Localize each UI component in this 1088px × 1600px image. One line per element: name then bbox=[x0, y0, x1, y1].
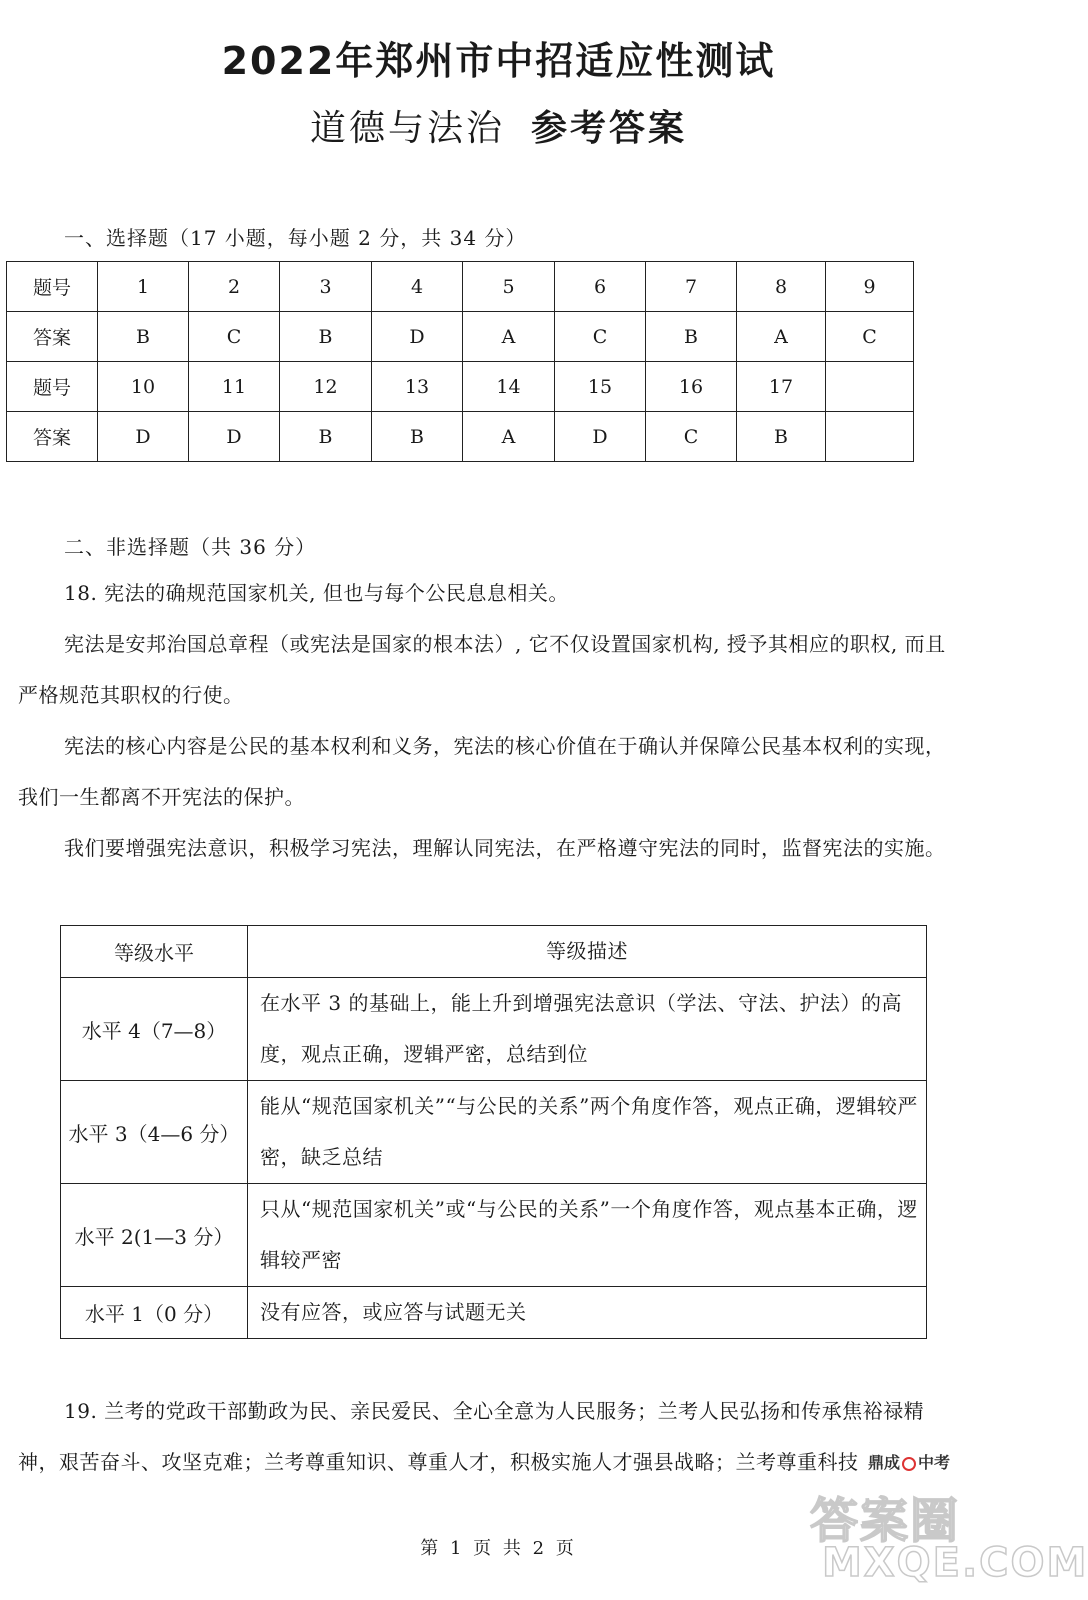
section2-heading: 二、非选择题（共 36 分） bbox=[64, 535, 317, 559]
answer-cell: B bbox=[280, 312, 372, 362]
answer-cell: B bbox=[737, 412, 826, 462]
rubric-row bbox=[61, 1184, 927, 1287]
q19-answer: 19. 兰考的党政干部勤政为民、亲民爱民、全心全意为人民服务；兰考人民弘扬和传承焦裕禄精神，艰苦奋斗、攻坚克难；兰考尊重知识、尊重人才，积极实施人才强县战略；兰考尊重科技 bbox=[18, 1399, 925, 1474]
question-number: 15 bbox=[555, 362, 646, 412]
multiple-choice-table bbox=[6, 261, 914, 462]
rubric-level: 水平 2(1—3 分） bbox=[61, 1184, 248, 1287]
rubric-row bbox=[61, 1081, 927, 1184]
question-number-row bbox=[7, 362, 914, 412]
answer-cell: B bbox=[372, 412, 463, 462]
rubric-level: 水平 3（4—6 分） bbox=[61, 1081, 248, 1184]
answer-cell: B bbox=[280, 412, 372, 462]
answer-cell: C bbox=[189, 312, 280, 362]
question-number: 17 bbox=[737, 362, 826, 412]
question-number: 6 bbox=[555, 262, 646, 312]
answer-cell: A bbox=[463, 312, 555, 362]
rubric-description: 没有应答，或应答与试题无关 bbox=[248, 1287, 927, 1339]
rubric-description: 能从“规范国家机关”“与公民的关系”两个角度作答，观点正确，逻辑较严密，缺乏总结 bbox=[248, 1081, 927, 1184]
watermark-url: MXQE.COM bbox=[822, 1540, 1088, 1586]
answer-cell: B bbox=[646, 312, 737, 362]
rubric-description: 在水平 3 的基础上，能上升到增强宪法意识（学法、守法、护法）的高度，观点正确，逻辑严密，总结到位 bbox=[248, 978, 927, 1081]
rubric-description: 只从“规范国家机关”或“与公民的关系”一个角度作答，观点基本正确，逻辑较严密 bbox=[248, 1184, 927, 1287]
subject-name: 道德与法治 bbox=[309, 108, 505, 149]
answer-key-label: 参考答案 bbox=[531, 108, 688, 149]
answer-cell: C bbox=[646, 412, 737, 462]
rubric-col-level: 等级水平 bbox=[61, 926, 248, 978]
answer-cell: A bbox=[737, 312, 826, 362]
question-number: 13 bbox=[372, 362, 463, 412]
watermark-brand-left: 鼎成 bbox=[868, 1453, 901, 1472]
rubric-row bbox=[61, 1287, 927, 1339]
rubric-level: 水平 4（7—8） bbox=[61, 978, 248, 1081]
row-label-question: 题号 bbox=[7, 362, 98, 412]
question-number: 2 bbox=[189, 262, 280, 312]
question-number: 8 bbox=[737, 262, 826, 312]
rubric-col-description: 等级描述 bbox=[248, 926, 927, 978]
question-number: 3 bbox=[280, 262, 372, 312]
question-number: 16 bbox=[646, 362, 737, 412]
q18-paragraph-3: 我们要增强宪法意识，积极学习宪法，理解认同宪法，在严格遵守宪法的同时，监督宪法的实施。 bbox=[64, 836, 946, 860]
question-number: 10 bbox=[98, 362, 189, 412]
answer-cell bbox=[826, 412, 914, 462]
answer-cell: D bbox=[555, 412, 646, 462]
rubric-header-row bbox=[61, 926, 927, 978]
q18-paragraph-2: 宪法的核心内容是公民的基本权利和义务，宪法的核心价值在于确认并保障公民基本权利的实现，我们一生都离不开宪法的保护。 bbox=[18, 734, 946, 809]
watermark-brand bbox=[868, 1450, 950, 1473]
question-number: 11 bbox=[189, 362, 280, 412]
question-number-row bbox=[7, 262, 914, 312]
answer-cell: D bbox=[372, 312, 463, 362]
question-number: 4 bbox=[372, 262, 463, 312]
document-subtitle bbox=[0, 100, 997, 151]
watermark-brand-right: 中考 bbox=[918, 1453, 951, 1472]
question-number: 9 bbox=[826, 262, 914, 312]
question-number: 12 bbox=[280, 362, 372, 412]
page-number: 第 1 页 共 2 页 bbox=[420, 1538, 577, 1559]
grading-rubric-table bbox=[60, 925, 927, 1339]
row-label-answer: 答案 bbox=[7, 312, 98, 362]
answer-cell: D bbox=[189, 412, 280, 462]
answer-cell: C bbox=[826, 312, 914, 362]
answer-cell: C bbox=[555, 312, 646, 362]
row-label-answer: 答案 bbox=[7, 412, 98, 462]
q18-paragraph-1: 宪法是安邦治国总章程（或宪法是国家的根本法）, 它不仅设置国家机构, 授予其相应的职权, 而且严格规范其职权的行使。 bbox=[18, 632, 946, 707]
document-title: 2022年郑州市中招适应性测试 bbox=[221, 39, 776, 83]
logo-icon bbox=[902, 1457, 916, 1471]
question-number: 1 bbox=[98, 262, 189, 312]
answer-cell: D bbox=[98, 412, 189, 462]
answer-cell: A bbox=[463, 412, 555, 462]
q18-title: 18. 宪法的确规范国家机关, 但也与每个公民息息相关。 bbox=[64, 581, 569, 605]
question-number: 5 bbox=[463, 262, 555, 312]
answer-row bbox=[7, 312, 914, 362]
rubric-level: 水平 1（0 分） bbox=[61, 1287, 248, 1339]
watermark-large-text: 答案圈 bbox=[810, 1493, 961, 1549]
question-number: 14 bbox=[463, 362, 555, 412]
section1-heading: 一、选择题（17 小题，每小题 2 分，共 34 分） bbox=[64, 226, 527, 250]
rubric-row bbox=[61, 978, 927, 1081]
answer-row bbox=[7, 412, 914, 462]
answer-cell: B bbox=[98, 312, 189, 362]
question-number: 7 bbox=[646, 262, 737, 312]
row-label-question: 题号 bbox=[7, 262, 98, 312]
question-number bbox=[826, 362, 914, 412]
